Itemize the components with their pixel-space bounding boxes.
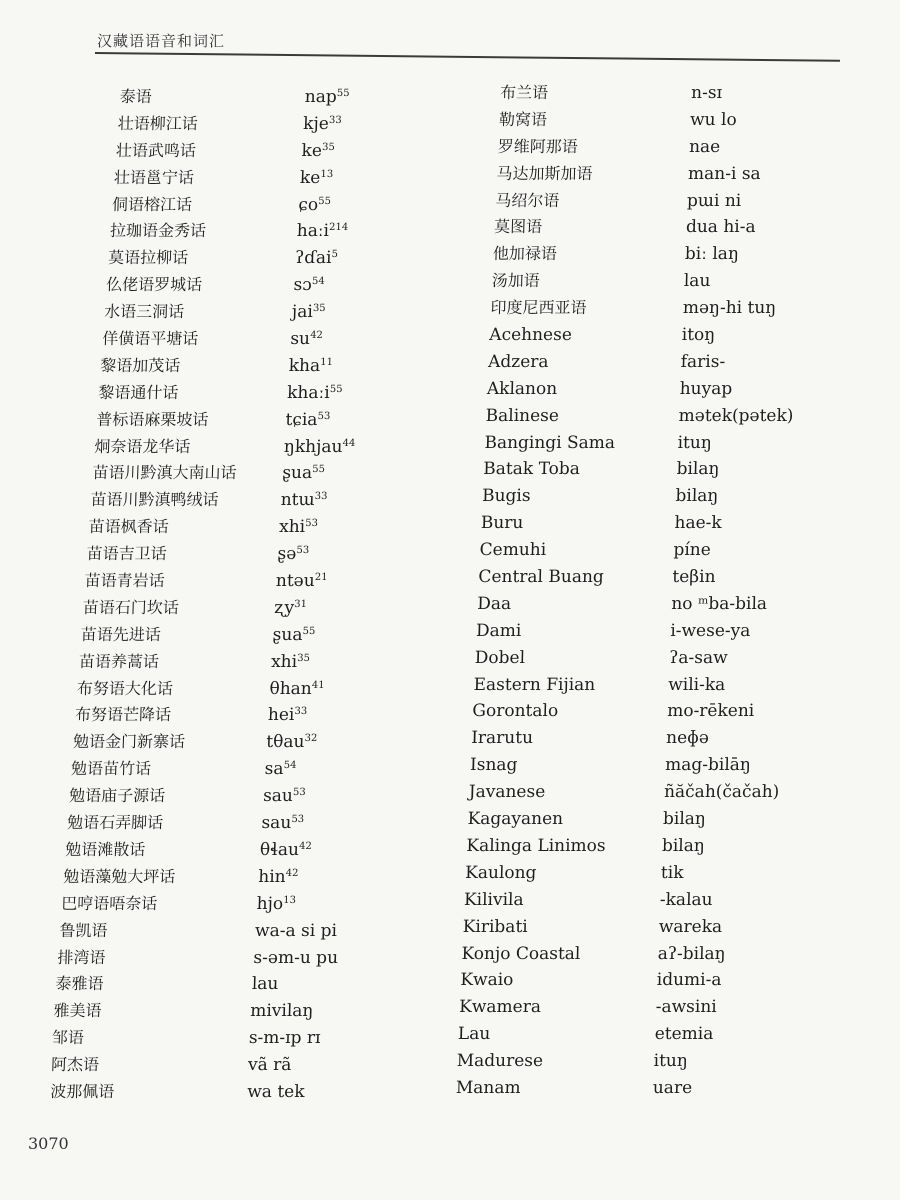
- tone-mark: 53: [296, 545, 310, 557]
- word-form: ɕo: [298, 194, 319, 215]
- language-name: 拉珈语金秀话: [109, 221, 207, 241]
- language-name: 黎语加茂话: [100, 355, 181, 375]
- right-language-column: [456, 80, 671, 1102]
- tone-mark: 32: [304, 733, 318, 745]
- language-name: 泰雅语: [55, 974, 104, 994]
- word-form: mo-rēkeni: [666, 701, 755, 722]
- tone-mark: 5: [331, 249, 339, 261]
- language-name: Buru: [480, 513, 524, 534]
- word-entry: [266, 434, 467, 461]
- word-form: s-m-ɪp rɪ: [248, 1028, 321, 1049]
- word-entry: [248, 1052, 449, 1079]
- left-language-column: [50, 84, 270, 1106]
- word-entry: [256, 783, 457, 810]
- language-name: 佯僙语平塘话: [101, 329, 199, 349]
- word-entry: [261, 595, 462, 622]
- language-name: 苗语川黔滇大南山话: [92, 463, 237, 483]
- language-name: 壮语武鸣话: [115, 140, 197, 160]
- word-entry: [668, 456, 889, 483]
- word-entry: [670, 376, 891, 403]
- language-name: 莫图语: [493, 217, 543, 237]
- word-form: ke: [301, 140, 323, 161]
- tone-mark: 42: [285, 867, 299, 879]
- right-word-column: [653, 80, 898, 1102]
- word-form: aʔ-bilaŋ: [657, 943, 726, 964]
- language-name: 侗语榕江话: [111, 194, 193, 214]
- word-entry: [664, 591, 885, 618]
- language-name: Balinese: [485, 405, 560, 426]
- language-name: Adzera: [487, 351, 549, 372]
- word-entry: [661, 725, 882, 752]
- word-form: tɕia: [285, 409, 318, 430]
- word-form: teβin: [672, 567, 716, 588]
- word-entry: [258, 702, 459, 729]
- word-entry: [667, 483, 888, 510]
- word-form: hjo: [256, 893, 284, 914]
- word-entry: [677, 80, 898, 107]
- language-name: 仫佬语罗城话: [105, 275, 203, 295]
- word-form: itoŋ: [681, 325, 716, 346]
- language-name: 勉语金门新寨话: [72, 732, 186, 752]
- word-form: wili-ka: [667, 674, 726, 695]
- word-entry: [669, 403, 890, 430]
- tone-mark: 44: [342, 437, 356, 449]
- word-entry: [272, 245, 473, 272]
- word-entry: [253, 864, 454, 891]
- language-name: Aklanon: [486, 378, 558, 399]
- language-name: Eastern Fijian: [473, 674, 596, 695]
- tone-mark: 21: [314, 572, 328, 584]
- tone-mark: 42: [298, 840, 312, 852]
- word-form: wa tek: [246, 1081, 305, 1102]
- language-name: Lau: [457, 1024, 491, 1045]
- word-form: ʔa-saw: [669, 647, 728, 668]
- word-form: hae-k: [674, 513, 722, 534]
- word-entry: [658, 833, 879, 860]
- word-entry: [662, 672, 883, 699]
- word-form: ʂua: [282, 463, 313, 484]
- word-entry: [247, 1079, 448, 1106]
- language-name: 布努语大化话: [76, 678, 174, 698]
- language-name: 排湾语: [57, 947, 106, 967]
- language-name: 他加禄语: [492, 244, 558, 264]
- word-form: bilaŋ: [661, 835, 706, 856]
- language-name: 布兰语: [499, 83, 549, 102]
- tone-mark: 53: [292, 787, 306, 799]
- word-entry: [673, 241, 894, 268]
- language-name: Kaulong: [464, 862, 537, 883]
- word-form: n-sɪ: [690, 83, 723, 103]
- word-form: etemia: [654, 1024, 714, 1045]
- word-form: neɸə: [665, 728, 710, 749]
- word-entry: [257, 729, 458, 756]
- word-entry: [267, 407, 468, 434]
- language-name: 巴哼语唔奈话: [61, 893, 158, 913]
- word-entry: [260, 622, 461, 649]
- word-form: mətek(pətek): [678, 405, 794, 426]
- word-entry: [263, 541, 464, 568]
- word-form: hei: [267, 705, 295, 726]
- word-form: idumi-a: [656, 970, 722, 991]
- language-name: 普标语麻栗坡话: [96, 409, 209, 429]
- word-entry: [268, 380, 469, 407]
- language-name: Irarutu: [470, 728, 534, 749]
- language-name: 水语三洞话: [103, 302, 185, 322]
- language-name: 泰语: [119, 87, 153, 106]
- word-form: pɯi ni: [686, 190, 742, 211]
- language-name: 马达加斯加语: [496, 163, 593, 183]
- word-form: ituŋ: [677, 432, 713, 453]
- word-entry: [654, 994, 875, 1021]
- word-form: ʐy: [274, 597, 295, 618]
- tone-mark: 33: [314, 491, 328, 503]
- tone-mark: 35: [312, 303, 326, 315]
- word-form: ŋkhjau: [283, 436, 343, 457]
- language-name: Central Buang: [478, 567, 605, 588]
- word-form: nae: [688, 136, 721, 157]
- word-form: huyap: [679, 378, 733, 399]
- language-name: 勉语滩散话: [64, 839, 146, 859]
- tone-mark: 55: [329, 383, 343, 395]
- word-form: sau: [262, 786, 294, 807]
- language-name: 鲁凯语: [59, 920, 108, 940]
- word-entry: [252, 891, 453, 918]
- word-form: bilaŋ: [675, 486, 719, 507]
- word-entry: [270, 299, 471, 326]
- tone-mark: 13: [283, 894, 297, 906]
- page-number: 3070: [28, 1134, 69, 1153]
- word-form: wa-a si pi: [254, 920, 338, 941]
- word-entry: [658, 860, 879, 887]
- language-name: 勉语藻勉大坪话: [63, 866, 176, 886]
- language-name: 波那佩语: [49, 1081, 115, 1101]
- word-entry: [656, 914, 877, 941]
- word-form: ntɯ: [280, 490, 315, 511]
- word-form: khaːi: [286, 382, 330, 403]
- tone-mark: 11: [320, 356, 334, 368]
- tone-mark: 41: [311, 679, 325, 691]
- tone-mark: 53: [317, 410, 331, 422]
- word-form: kje: [302, 113, 330, 134]
- word-entry: [256, 756, 457, 783]
- word-form: su: [290, 329, 311, 350]
- word-form: ituŋ: [653, 1051, 689, 1072]
- word-entry: [255, 810, 456, 837]
- language-name: Isnag: [469, 755, 518, 776]
- language-name: Daa: [476, 593, 512, 614]
- word-form: tθau: [265, 732, 305, 753]
- word-form: bilaŋ: [676, 459, 720, 480]
- language-name: Konjo Coastal: [461, 943, 581, 964]
- word-entry: [657, 887, 878, 914]
- word-form: no ᵐba-bila: [671, 593, 768, 614]
- word-form: ñăčah(čačah): [663, 782, 780, 803]
- left-word-column: [247, 84, 477, 1106]
- language-name: 苗语养蒿话: [78, 651, 160, 671]
- word-form: wareka: [658, 916, 723, 937]
- language-name: 勒窝语: [498, 109, 548, 129]
- word-entry: [653, 1075, 874, 1102]
- word-form: mag-bilāŋ: [664, 755, 752, 776]
- word-form: məŋ-hi tuŋ: [682, 298, 777, 319]
- tone-mark: 53: [305, 518, 319, 530]
- language-name: Kwamera: [458, 997, 542, 1018]
- tone-mark: 54: [283, 760, 297, 772]
- word-entry: [273, 192, 474, 219]
- language-name: 马绍尔语: [495, 190, 560, 210]
- language-name: Kalinga Linimos: [466, 835, 606, 856]
- word-entry: [251, 945, 452, 972]
- word-entry: [676, 134, 897, 161]
- word-entry: [670, 349, 891, 376]
- language-name: 苗语枫香话: [88, 517, 169, 537]
- language-name: Kwaio: [460, 970, 514, 991]
- word-entry: [656, 941, 877, 968]
- tone-mark: 55: [318, 195, 332, 207]
- word-form: -kalau: [659, 889, 713, 910]
- word-entry: [250, 971, 451, 998]
- word-form: dua hi-a: [685, 217, 756, 238]
- word-entry: [654, 1021, 875, 1048]
- word-entry: [655, 967, 876, 994]
- word-entry: [666, 537, 887, 564]
- tone-mark: 31: [294, 598, 308, 610]
- language-name: 苗语青岩话: [84, 571, 166, 591]
- word-entry: [275, 138, 476, 165]
- language-name: 壮语柳江话: [117, 113, 199, 133]
- word-entry: [264, 514, 465, 541]
- word-entry: [271, 272, 472, 299]
- word-entry: [660, 752, 881, 779]
- language-name: Kilivila: [463, 889, 524, 910]
- word-entry: [665, 564, 886, 591]
- language-name: 布努语芒降话: [74, 705, 172, 725]
- word-entry: [248, 1025, 449, 1052]
- word-entry: [260, 649, 461, 676]
- word-form: man-i sa: [687, 163, 761, 184]
- word-form: xhi: [270, 651, 298, 672]
- language-name: 雅美语: [53, 1001, 102, 1021]
- word-form: lau: [251, 974, 279, 995]
- word-entry: [660, 779, 881, 806]
- language-name: 苗语石门坎话: [82, 597, 180, 617]
- tone-mark: 53: [291, 814, 305, 826]
- word-entry: [276, 84, 477, 111]
- word-entry: [276, 111, 477, 138]
- word-entry: [672, 268, 893, 295]
- word-form: -awsini: [655, 997, 717, 1018]
- language-name: Manam: [455, 1077, 521, 1098]
- tone-mark: 54: [311, 276, 325, 288]
- word-entry: [671, 322, 892, 349]
- word-form: xhi: [278, 517, 306, 538]
- word-form: sa: [264, 759, 284, 780]
- language-name: Bangingi Sama: [484, 432, 616, 453]
- language-name: Cemuhi: [479, 540, 547, 561]
- header-rule: [95, 52, 840, 62]
- language-name: 苗语川黔滇鸭绒话: [90, 490, 219, 510]
- word-form: θhan: [269, 678, 313, 699]
- word-entry: [664, 618, 885, 645]
- word-form: ʂua: [272, 624, 303, 645]
- word-form: vã rã: [247, 1055, 292, 1076]
- word-form: bilaŋ: [662, 809, 707, 830]
- tone-mark: 33: [294, 706, 308, 718]
- word-form: píne: [673, 540, 712, 561]
- running-head: 汉藏语语音和词汇: [97, 32, 226, 50]
- word-form: i-wese-ya: [670, 620, 751, 641]
- word-form: kha: [288, 355, 321, 376]
- language-name: 苗语先进话: [80, 624, 162, 644]
- word-form: wu lo: [689, 109, 737, 130]
- tone-mark: 35: [297, 652, 311, 664]
- word-entry: [254, 837, 455, 864]
- language-name: 邹语: [51, 1028, 85, 1048]
- language-name: Javanese: [468, 782, 546, 803]
- tone-mark: 35: [321, 141, 335, 153]
- word-entry: [274, 165, 475, 192]
- word-form: θɬau: [259, 839, 300, 860]
- language-name: Madurese: [456, 1051, 544, 1072]
- language-name: 苗语吉卫话: [86, 544, 167, 564]
- word-form: ʔɗai: [294, 248, 332, 269]
- tone-mark: 55: [336, 88, 350, 99]
- word-form: mivilaŋ: [249, 1001, 314, 1022]
- word-form: sau: [261, 813, 292, 834]
- word-entry: [272, 218, 473, 245]
- language-name: 汤加语: [491, 271, 540, 291]
- word-entry: [265, 460, 466, 487]
- tone-mark: 55: [312, 464, 326, 476]
- word-form: biː laŋ: [684, 244, 740, 265]
- word-form: haːi: [296, 221, 330, 242]
- word-form: uare: [652, 1077, 693, 1098]
- word-form: nap: [304, 87, 338, 107]
- language-name: Batak Toba: [483, 459, 581, 480]
- language-name: Dobel: [474, 647, 526, 668]
- tone-mark: 33: [328, 114, 342, 126]
- language-name: Bugis: [481, 486, 531, 507]
- word-form: jai: [291, 302, 314, 323]
- language-name: Dami: [475, 620, 522, 641]
- word-entry: [675, 161, 896, 188]
- language-name: 印度尼西亚语: [490, 298, 587, 318]
- language-name: 莫语拉柳话: [107, 248, 189, 268]
- word-entry: [268, 353, 469, 380]
- word-form: tik: [660, 862, 684, 883]
- language-name: 勉语石弄脚话: [66, 813, 164, 833]
- word-entry: [674, 214, 895, 241]
- word-entry: [666, 510, 887, 537]
- word-entry: [249, 998, 450, 1025]
- word-form: s-əm-u pu: [253, 947, 339, 968]
- language-name: 阿杰语: [50, 1055, 100, 1075]
- word-entry: [259, 676, 460, 703]
- language-name: 勉语庙子源话: [68, 786, 166, 806]
- word-entry: [252, 918, 453, 945]
- language-name: Gorontalo: [472, 701, 559, 722]
- word-entry: [674, 188, 895, 215]
- word-entry: [269, 326, 470, 353]
- word-form: faris-: [680, 351, 726, 372]
- language-name: Kagayanen: [467, 809, 564, 830]
- tone-mark: 42: [309, 330, 324, 342]
- word-form: ke: [299, 167, 321, 188]
- language-name: 勉语苗竹话: [70, 759, 152, 779]
- word-entry: [663, 645, 884, 672]
- tone-mark: 13: [320, 168, 334, 180]
- word-entry: [659, 806, 880, 833]
- word-entry: [264, 487, 465, 514]
- word-form: sɔ: [293, 275, 313, 296]
- tone-mark: 214: [328, 222, 349, 234]
- language-name: Acehnese: [489, 325, 573, 346]
- word-form: ʂə: [277, 544, 297, 565]
- word-entry: [653, 1048, 874, 1075]
- language-name: 黎语通什话: [98, 382, 179, 402]
- tone-mark: 55: [302, 625, 316, 637]
- word-form: lau: [683, 271, 711, 292]
- word-entry: [676, 107, 897, 134]
- language-name: 壮语邕宁话: [113, 167, 195, 187]
- word-form: hin: [257, 866, 286, 887]
- language-name: 罗维阿那语: [497, 136, 579, 156]
- word-entry: [668, 430, 889, 457]
- word-entry: [672, 295, 893, 322]
- word-form: ntəu: [275, 571, 316, 592]
- language-name: Kiribati: [462, 916, 528, 937]
- word-entry: [262, 568, 463, 595]
- word-entry: [662, 698, 883, 725]
- language-name: 炯奈语龙华话: [94, 436, 191, 456]
